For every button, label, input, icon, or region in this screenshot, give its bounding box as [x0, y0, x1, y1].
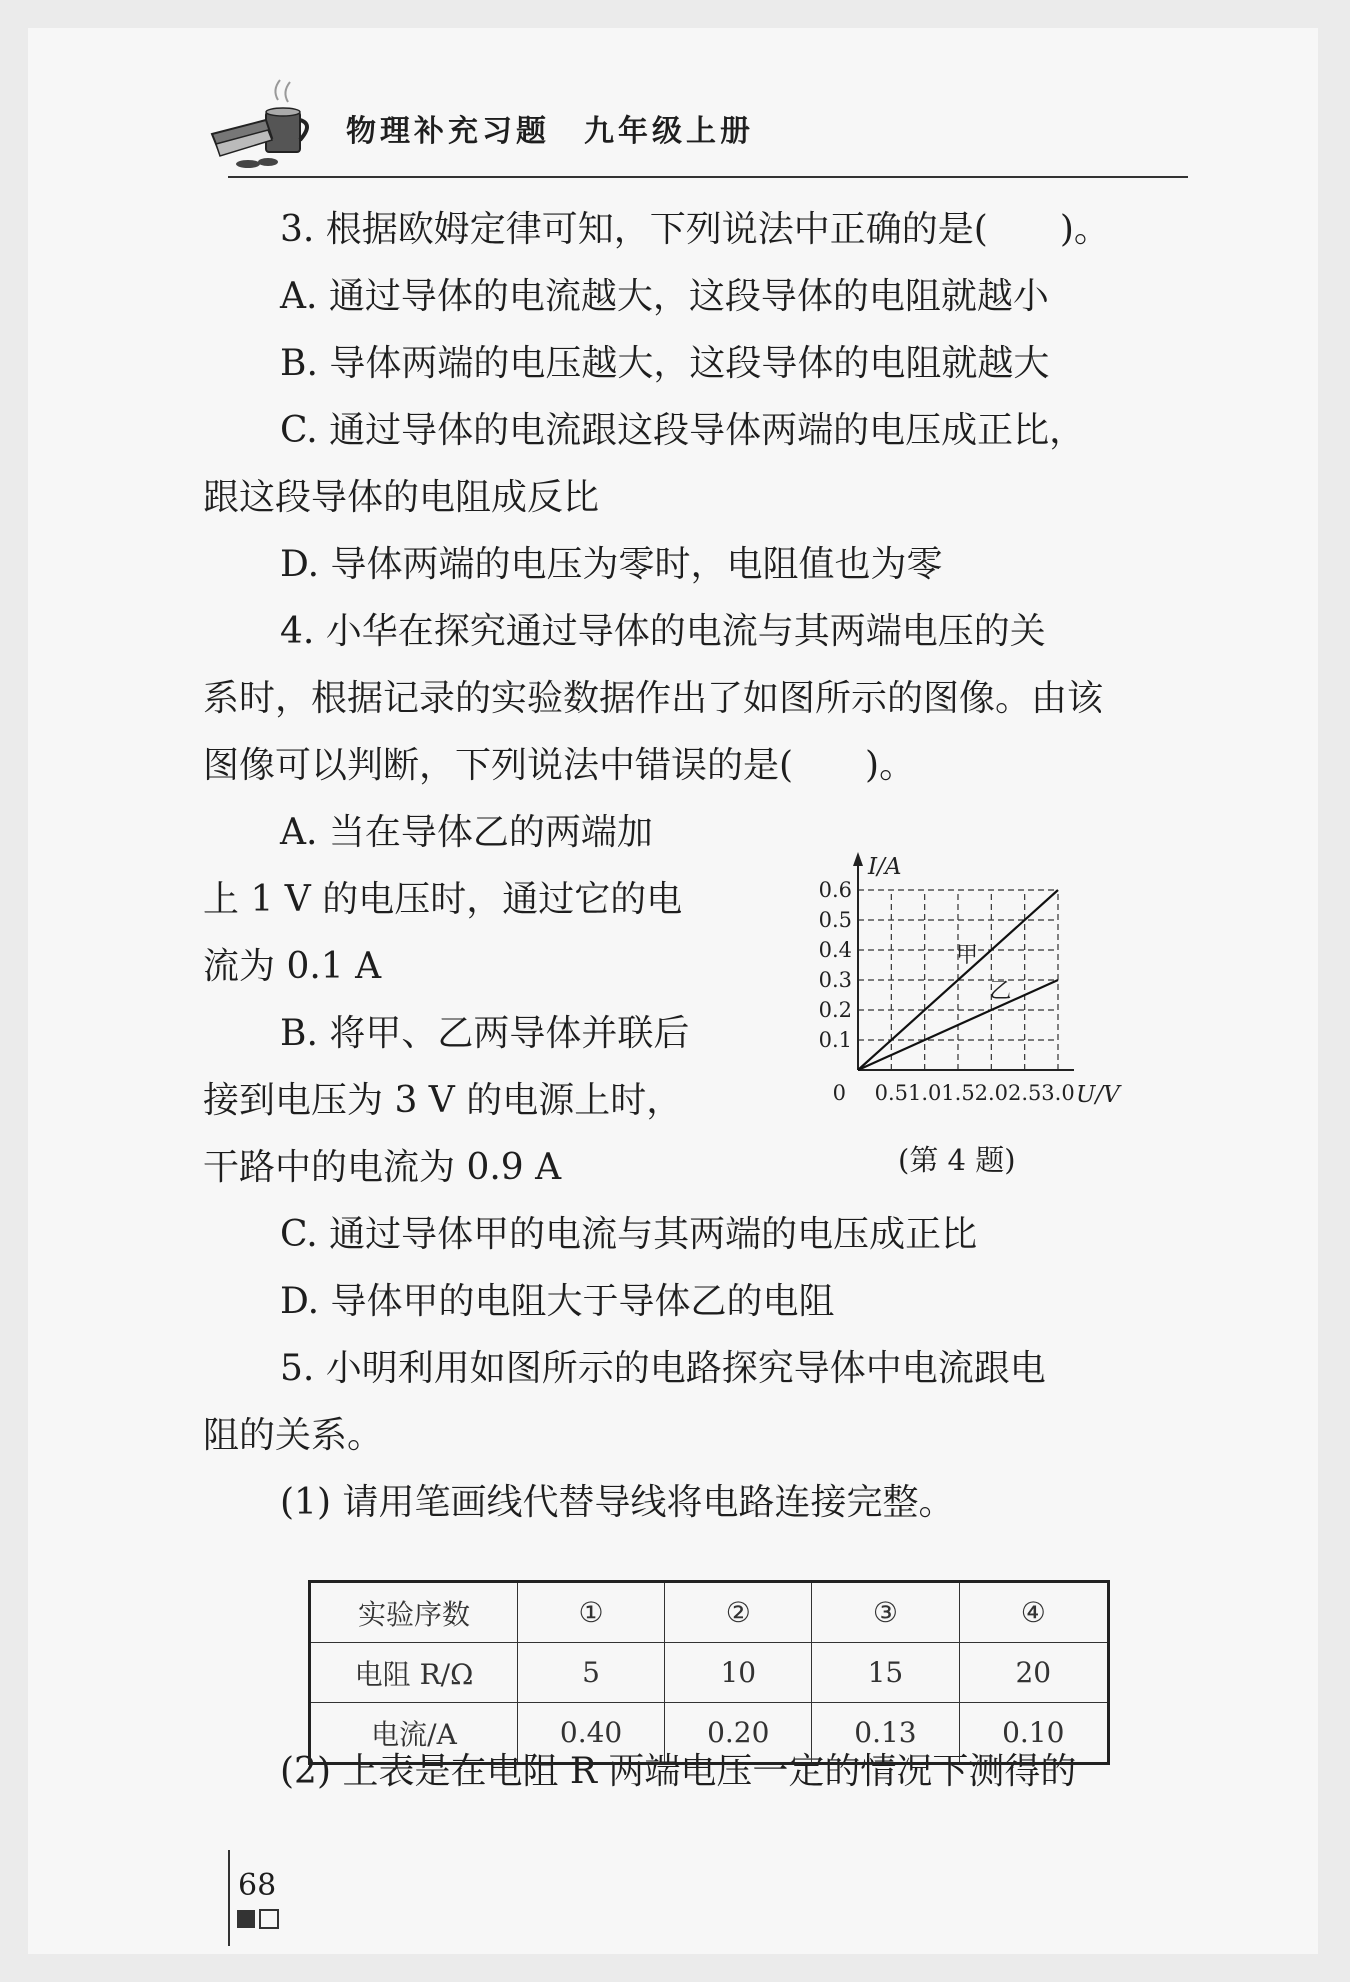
- iu-chart: [788, 828, 1208, 1138]
- x-tick-label: 2.0: [974, 1081, 1009, 1105]
- page-squares-icon: [236, 1908, 286, 1932]
- q5-part2: (2) 上表是在电阻 R 两端电压一定的情况下测得的: [280, 1751, 1077, 1792]
- x-tick-label: 3.0: [1041, 1081, 1075, 1105]
- table-cell: 10: [665, 1643, 812, 1703]
- q3-option-b: B. 导体两端的电压越大，这段导体的电阻就越大: [280, 343, 1050, 384]
- x-tick-label: 1.5: [941, 1081, 975, 1105]
- table-cell: 0.20: [665, 1703, 812, 1764]
- table-cell: 15: [812, 1643, 959, 1703]
- y-tick-label: 0.3: [818, 968, 852, 992]
- table-row-header: 实验序数: [310, 1582, 518, 1643]
- table-row: [310, 1643, 1109, 1703]
- x-tick-label: 0.5: [874, 1081, 909, 1105]
- table-cell: 0.40: [518, 1703, 665, 1764]
- series-label: 甲: [956, 943, 979, 968]
- table-row-header: 电流/A: [310, 1703, 518, 1764]
- table-row: [310, 1703, 1109, 1764]
- q3-option-a: A. 通过导体的电流越大，这段导体的电阻就越小: [280, 276, 1049, 317]
- table-cell: 20: [959, 1643, 1108, 1703]
- q5-part1: (1) 请用笔画线代替导线将电路连接完整。: [280, 1482, 955, 1523]
- header-title: 物理补充习题 九年级上册: [346, 114, 754, 149]
- y-tick-label: 0.1: [818, 1028, 852, 1052]
- y-axis-label: I/A: [868, 854, 902, 880]
- q4-option-b: B. 将甲、乙两导体并联后: [280, 1013, 690, 1054]
- table-cell: ③: [812, 1582, 959, 1643]
- origin-label: 0: [832, 1081, 846, 1105]
- series-label: 乙: [989, 979, 1012, 1004]
- q4-option-d: D. 导体甲的电阻大于导体乙的电阻: [280, 1281, 835, 1322]
- table-row: [310, 1582, 1109, 1643]
- q3-option-c: C. 通过导体的电流跟这段导体两端的电压成正比，: [280, 410, 1086, 451]
- q3-option-d: D. 导体两端的电压为零时，电阻值也为零: [280, 544, 943, 585]
- y-tick-label: 0.4: [818, 938, 852, 962]
- q4-option-a: A. 当在导体乙的两端加: [280, 812, 653, 853]
- table-cell: 5: [518, 1643, 665, 1703]
- y-tick-label: 0.2: [818, 998, 852, 1022]
- table-row-header: 电阻 R/Ω: [310, 1643, 518, 1703]
- q4-option-a-cont: 流为 0.1 A: [203, 946, 382, 987]
- table-cell: ②: [665, 1582, 812, 1643]
- q5-stem: 5. 小明利用如图所示的电路探究导体中电流跟电: [280, 1348, 1046, 1389]
- data-table: [308, 1580, 1110, 1765]
- table-cell: 0.10: [959, 1703, 1108, 1764]
- figure-caption: (第 4 题): [898, 1143, 1016, 1177]
- q4-option-c: C. 通过导体甲的电流与其两端的电压成正比: [280, 1214, 978, 1255]
- x-tick-label: 2.5: [1007, 1081, 1042, 1105]
- y-tick-label: 0.5: [818, 908, 852, 932]
- x-axis-label: U/V: [1076, 1082, 1120, 1108]
- q4-option-b-cont: 干路中的电流为 0.9 A: [203, 1147, 562, 1188]
- book-cup-icon: [208, 78, 318, 168]
- x-tick-label: 1.0: [907, 1081, 942, 1105]
- q5-stem-cont: 阻的关系。: [203, 1415, 384, 1456]
- q4-option-a-cont: 上 1 V 的电压时，通过它的电: [203, 879, 683, 920]
- q4-stem-cont: 系时，根据记录的实验数据作出了如图所示的图像。由该: [203, 678, 1104, 719]
- page-number: 68: [238, 1868, 277, 1903]
- book-page: [28, 28, 1318, 1954]
- header-rule: [228, 176, 1188, 178]
- q4-option-b-cont: 接到电压为 3 V 的电源上时，: [203, 1080, 683, 1121]
- q3-option-c-cont: 跟这段导体的电阻成反比: [203, 477, 600, 518]
- q4-stem: 4. 小华在探究通过导体的电流与其两端电压的关: [280, 611, 1046, 652]
- table-cell: ④: [959, 1582, 1108, 1643]
- footer-rule: [228, 1850, 230, 1946]
- y-axis-arrow: [853, 852, 863, 866]
- table-cell: ①: [518, 1582, 665, 1643]
- table-cell: 0.13: [812, 1703, 959, 1764]
- q3-stem: 3. 根据欧姆定律可知，下列说法中正确的是( )。: [280, 209, 1110, 250]
- q4-stem-cont: 图像可以判断，下列说法中错误的是( )。: [203, 745, 916, 786]
- y-tick-label: 0.6: [818, 878, 852, 902]
